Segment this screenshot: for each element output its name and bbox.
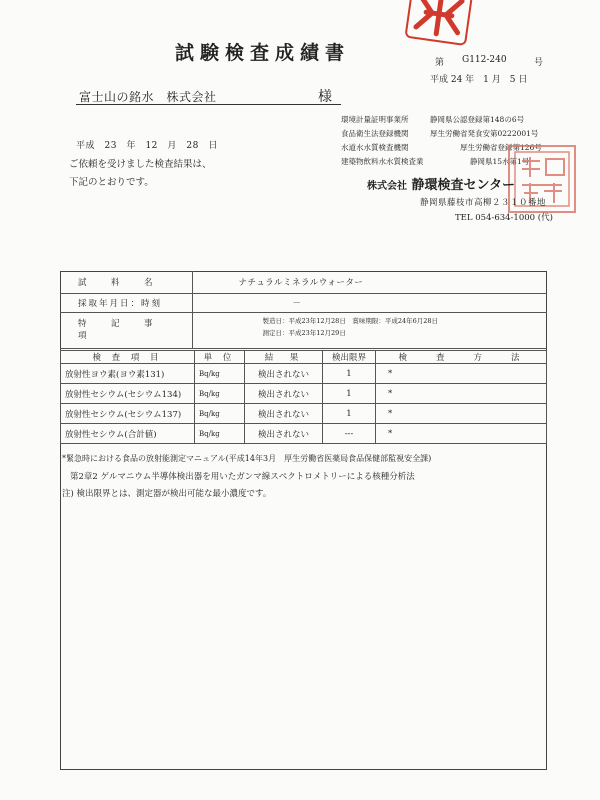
- special-notes-value: [192, 312, 547, 348]
- test-method: *: [376, 404, 547, 424]
- number-label: 第: [435, 58, 445, 68]
- company-prefix: 株式会社: [367, 181, 407, 192]
- results-table: [60, 350, 547, 444]
- registration-value: 厚生労働省発食安第0222001号: [430, 129, 539, 138]
- header-detection-limit: 検出限界: [323, 351, 376, 364]
- registration-label: 建築物飲料水水質検査業: [341, 157, 424, 166]
- company-address: 静岡県藤枝市高柳２３１０番地: [420, 198, 547, 208]
- result: 検出されない: [245, 404, 323, 424]
- client-honorific: 様: [318, 89, 332, 105]
- sample-name-label: 試 料 名: [60, 271, 192, 293]
- sampling-datetime-label: 採取年月日：時刻: [60, 293, 192, 312]
- request-text-line1: ご依頼を受けました検査結果は、: [69, 159, 212, 170]
- special-notes-label: 特 記 事 項: [60, 312, 192, 348]
- registration-value: 静岡県15水第1号: [470, 157, 530, 166]
- client-name: 富士山の銘水 株式会社: [79, 90, 217, 104]
- header-result: 結 果: [245, 351, 323, 364]
- header-test-item: 検 査 項 目: [61, 351, 195, 364]
- detection-limit: 1: [323, 364, 376, 384]
- result: 検出されない: [245, 384, 323, 404]
- result: 検出されない: [245, 424, 323, 444]
- document-number: G112-240: [462, 55, 507, 65]
- request-date: 平成 23 年 12 月 28 日: [76, 141, 218, 151]
- detection-limit: 1: [323, 384, 376, 404]
- registration-value: 静岡県公認登録第148の6号: [430, 115, 525, 124]
- detection-limit: ---: [323, 424, 376, 444]
- detection-limit: 1: [323, 404, 376, 424]
- request-text-line2: 下記のとおりです。: [69, 177, 154, 188]
- test-item: 放射性セシウム(合計値): [61, 424, 195, 444]
- company-main-name: 静環検査センター: [411, 178, 516, 193]
- header-method: 検 査 方 法: [376, 351, 547, 364]
- header-unit: 単 位: [195, 351, 245, 364]
- document-title: 試験検査成績書: [175, 42, 351, 64]
- table-row: [61, 404, 547, 424]
- test-method: *: [376, 364, 547, 384]
- notes-measurement-date: 測定日：平成23年12月29日: [262, 328, 346, 337]
- unit: Bq/kg: [195, 364, 245, 384]
- test-method: *: [376, 424, 547, 444]
- result: 検出されない: [245, 364, 323, 384]
- company-tel: TEL 054-634-1000 (代): [455, 213, 553, 223]
- test-item: 放射性セシウム(セシウム137): [61, 404, 195, 424]
- detection-limit-note: 注) 検出限界とは、測定器が検出可能な最小濃度です。: [62, 489, 272, 499]
- company-name: [367, 174, 515, 193]
- number-suffix: 号: [534, 58, 544, 68]
- table-row: [61, 364, 547, 384]
- unit: Bq/kg: [195, 404, 245, 424]
- table-row: [61, 384, 547, 404]
- registration-value: 厚生労働省登録第126号: [460, 143, 542, 152]
- test-item: 放射性ヨウ素(ヨウ素131): [61, 364, 195, 384]
- test-item: 放射性セシウム(セシウム134): [61, 384, 195, 404]
- client-underline: [76, 104, 341, 105]
- unit: Bq/kg: [195, 424, 245, 444]
- sampling-datetime-value: －: [192, 293, 547, 312]
- registration-label: 環境計量証明事業所: [341, 115, 409, 124]
- table-row: [61, 424, 547, 444]
- method-note-line1: *緊急時における食品の放射能測定マニュアル(平成14年3月 厚生労働省医薬局食品保健部監視安全課): [62, 454, 432, 463]
- registration-label: 水道水水質検査機関: [341, 143, 409, 152]
- sample-name-value: ナチュラルミネラルウォーター: [192, 271, 547, 293]
- registration-label: 食品衛生法登録機関: [341, 129, 409, 138]
- issue-date: 平成 24 年 1 月 5 日: [430, 75, 528, 85]
- sample-info-table: [60, 271, 547, 349]
- notes-manufacture-date: 製造日：平成23年12月28日 賞味期限：平成24年6月28日: [262, 316, 438, 325]
- test-method: *: [376, 384, 547, 404]
- seal-stamp-top: [404, 0, 473, 46]
- unit: Bq/kg: [195, 384, 245, 404]
- method-note-line2: 第2章2 ゲルマニウム半導体検出器を用いたガンマ線スペクトロメトリーによる核種分析法: [70, 472, 415, 482]
